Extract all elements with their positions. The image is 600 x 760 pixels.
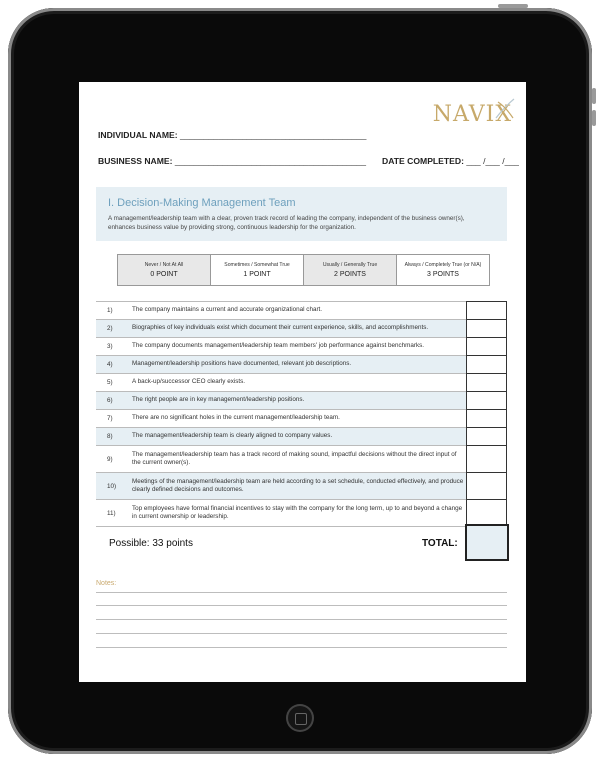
question-number: 8) xyxy=(107,433,113,440)
scale-caption: Usually / Generally True xyxy=(322,262,378,268)
individual-name-field[interactable] xyxy=(98,130,366,140)
note-line[interactable] xyxy=(96,633,507,634)
navix-logo xyxy=(433,102,512,128)
business-name-label: BUSINESS NAME: xyxy=(98,156,173,166)
section-description: A management/leadership team with a clear, proven track record of leading the company, independent of the business owner(s), enhances business value by providing strong, continuous leadership for the organization. xyxy=(108,215,465,231)
possible-points: Possible: 33 points xyxy=(109,538,193,549)
scale-points: 0 POINT xyxy=(150,271,178,278)
section-title: I. Decision-Making Management Team xyxy=(108,197,296,209)
note-line[interactable] xyxy=(96,605,507,606)
score-box[interactable] xyxy=(466,301,507,320)
question-text: The management/leadership team has a track record of making sound, impactful decisions without the direct input of the current owner(s). xyxy=(132,450,457,466)
question-number: 11) xyxy=(107,509,116,517)
date-completed-line[interactable]: ___ /___ /___ xyxy=(466,156,519,166)
scale-caption: Sometimes / Somewhat True xyxy=(224,262,290,268)
score-box[interactable] xyxy=(466,472,507,500)
logo-wordmark: NAVIX xyxy=(432,102,512,127)
question-text: There are no significant holes in the current management/leadership team. xyxy=(132,414,340,422)
score-box[interactable] xyxy=(466,445,507,473)
home-button[interactable] xyxy=(286,704,314,732)
score-box[interactable] xyxy=(466,373,507,392)
notes-label: Notes: xyxy=(96,580,117,587)
question-row-11 xyxy=(96,500,507,527)
document-screen xyxy=(79,82,526,682)
question-row-8 xyxy=(96,428,507,446)
score-box[interactable] xyxy=(466,391,507,410)
scale-points: 1 POINT xyxy=(243,271,271,278)
individual-name-label: INDIVIDUAL NAME: xyxy=(98,130,178,140)
individual-name-line[interactable]: _______________________________________ xyxy=(179,130,367,140)
note-line[interactable] xyxy=(96,592,507,593)
question-number: 6) xyxy=(107,397,113,404)
question-text: The management/leadership team is clearly aligned to company values. xyxy=(132,432,333,440)
volume-up-button[interactable] xyxy=(592,88,596,104)
score-box[interactable] xyxy=(466,409,507,428)
question-row-4 xyxy=(96,356,507,374)
scale-caption: Never / Not At All xyxy=(144,262,184,268)
score-box[interactable] xyxy=(466,427,507,446)
total-label: TOTAL: xyxy=(422,538,458,549)
section-header xyxy=(96,187,507,241)
note-line[interactable] xyxy=(96,647,507,648)
top-power-button[interactable] xyxy=(498,4,528,8)
question-row-3 xyxy=(96,338,507,356)
note-line[interactable] xyxy=(96,619,507,620)
score-box[interactable] xyxy=(466,355,507,374)
date-completed-field[interactable] xyxy=(382,156,519,166)
question-text: Top employees have formal financial incentives to stay with the company for the long term, up to and beyond a change in current ownership or leadership. xyxy=(132,504,463,520)
question-text: The company documents management/leadership team members' job performance against benchmarks. xyxy=(132,342,425,350)
business-name-line[interactable]: ________________________________________ xyxy=(174,156,367,166)
logo-swoosh-icon xyxy=(494,96,516,122)
rating-scale xyxy=(117,254,490,286)
question-text: Biographies of key individuals exist which document their current experience, skills, and accomplishments. xyxy=(132,324,429,332)
question-row-9 xyxy=(96,446,507,473)
question-row-1 xyxy=(96,302,507,320)
business-name-field[interactable] xyxy=(98,156,366,166)
question-text: The company maintains a current and accurate organizational chart. xyxy=(132,306,323,314)
question-row-10 xyxy=(96,473,507,500)
scale-cell-1 xyxy=(211,255,304,285)
question-text: Management/leadership positions have documented, relevant job descriptions. xyxy=(132,360,352,368)
score-box[interactable] xyxy=(466,319,507,338)
date-completed-label: DATE COMPLETED: xyxy=(382,156,464,166)
question-text: A back-up/successor CEO clearly exists. xyxy=(132,378,246,386)
scale-caption: Always / Completely True (or N/A) xyxy=(404,262,482,268)
question-number: 7) xyxy=(107,415,113,422)
question-row-7 xyxy=(96,410,507,428)
scale-cell-2 xyxy=(304,255,397,285)
scale-cell-3 xyxy=(397,255,489,285)
question-number: 4) xyxy=(107,361,113,368)
question-number: 10) xyxy=(107,482,117,490)
question-number: 2) xyxy=(107,325,113,332)
question-list xyxy=(96,301,507,527)
question-text: Meetings of the management/leadership team are held according to a set schedule, conducted effectively, and produce clearly defined decisions and outcomes. xyxy=(132,477,464,493)
scale-points: 3 POINTS xyxy=(427,271,459,278)
home-square-icon xyxy=(295,713,307,725)
question-row-5 xyxy=(96,374,507,392)
question-number: 9) xyxy=(107,455,113,463)
question-number: 3) xyxy=(107,343,113,350)
volume-down-button[interactable] xyxy=(592,110,596,126)
question-number: 1) xyxy=(107,307,113,314)
score-box[interactable] xyxy=(466,337,507,356)
question-text: The right people are in key management/leadership positions. xyxy=(132,396,305,404)
scale-points: 2 POINTS xyxy=(334,271,366,278)
score-box[interactable] xyxy=(466,499,507,527)
scale-cell-0 xyxy=(118,255,211,285)
question-number: 5) xyxy=(107,379,113,386)
question-row-2 xyxy=(96,320,507,338)
question-row-6 xyxy=(96,392,507,410)
total-score-box[interactable] xyxy=(465,524,509,561)
